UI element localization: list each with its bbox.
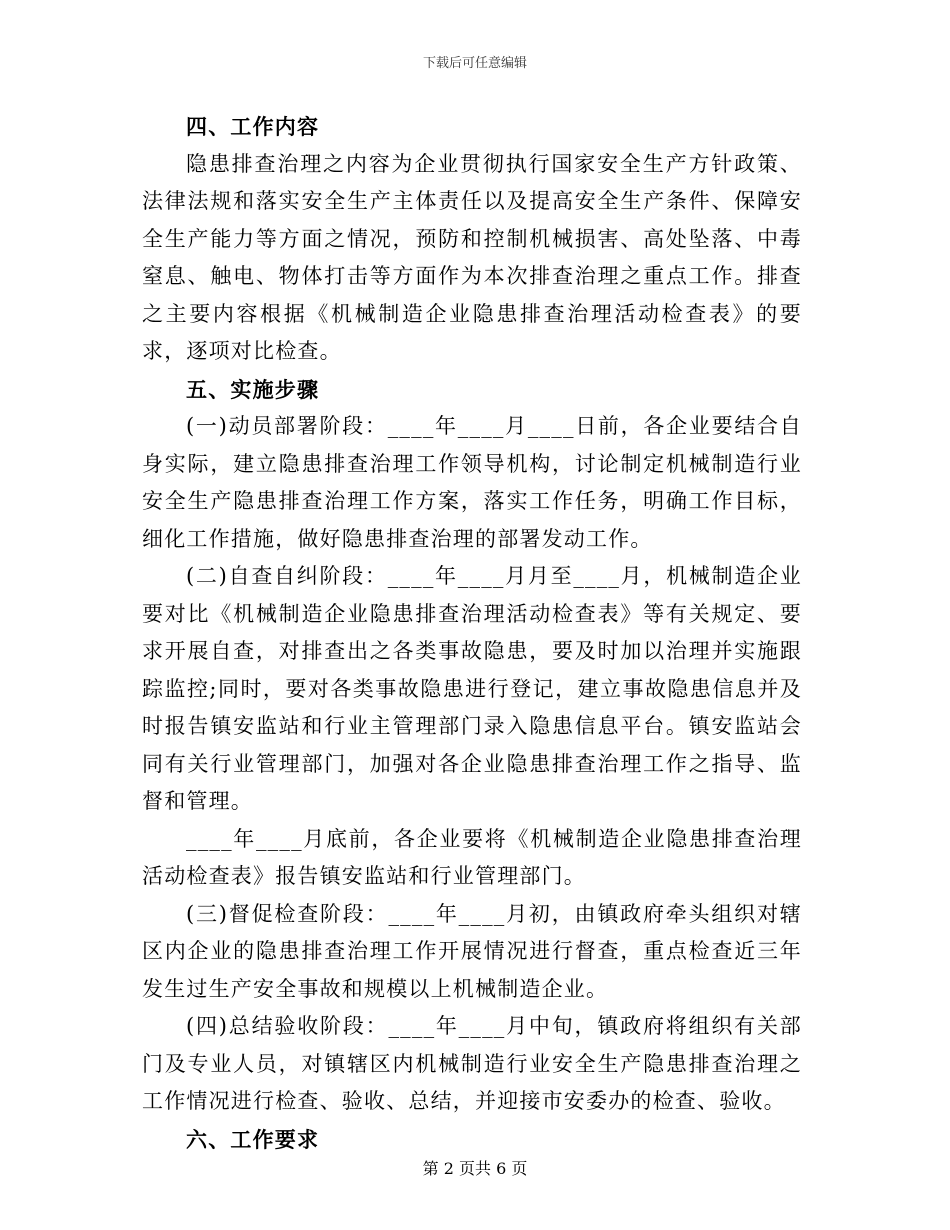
document-body bbox=[142, 108, 802, 1158]
section-heading-5: 五、实施步骤 bbox=[186, 376, 320, 402]
section-heading-4: 四、工作内容 bbox=[186, 114, 320, 139]
paragraph-supervision-stage: (三)督促检查阶段：____年____月初，由镇政府牵头组织对辖区内企业的隐患排查治理工作开展情况进行督查，重点检查近三年发生过生产安全事故和规模以上机械制造企业。 bbox=[142, 901, 802, 1001]
header-note: 下载后可任意编辑 bbox=[422, 56, 527, 71]
page-number: 第 2 页共 6 页 bbox=[422, 1159, 528, 1178]
section-heading-6: 六、工作要求 bbox=[186, 1126, 320, 1152]
paragraph-self-inspection-stage: (二)自查自纠阶段：____年____月月至____月，机械制造企业要对比《机械制造企业隐患排查治理活动检查表》等有关规定、要求开展自查，对排查出之各类事故隐患，要及时加以治理并实施跟踪监控;同时，要对各类事故隐患进行登记，建立事故隐患信息并及时报告镇安监站和行业主管理部门录入隐患信息平台。镇安监站会同有关行业管理部门，加强对各企业隐患排查治理工作之指导、监督和管理。 bbox=[142, 564, 802, 813]
paragraph-report-deadline: ____年____月底前，各企业要将《机械制造企业隐患排查治理活动检查表》报告镇安监站和行业管理部门。 bbox=[142, 826, 802, 888]
paragraph-work-content: 隐患排查治理之内容为企业贯彻执行国家安全生产方针政策、法律法规和落实安全生产主体责任以及提高安全生产条件、保障安全生产能力等方面之情况，预防和控制机械损害、高处坠落、中毒窒息、触电、物体打击等方面作为本次排查治理之重点工作。排查之主要内容根据《机械制造企业隐患排查治理活动检查表》的要求，逐项对比检查。 bbox=[142, 151, 802, 363]
paragraph-summary-stage: (四)总结验收阶段：____年____月中旬，镇政府将组织有关部门及专业人员，对镇辖区内机械制造行业安全生产隐患排查治理之工作情况进行检查、验收、总结，并迎接市安委办的检查、验收。 bbox=[142, 1014, 802, 1113]
paragraph-mobilization-stage: (一)动员部署阶段：____年____月____日前，各企业要结合自身实际，建立隐患排查治理工作领导机构，讨论制定机械制造行业安全生产隐患排查治理工作方案，落实工作任务，明确工作目标，细化工作措施，做好隐患排查治理的部署发动工作。 bbox=[142, 414, 802, 551]
